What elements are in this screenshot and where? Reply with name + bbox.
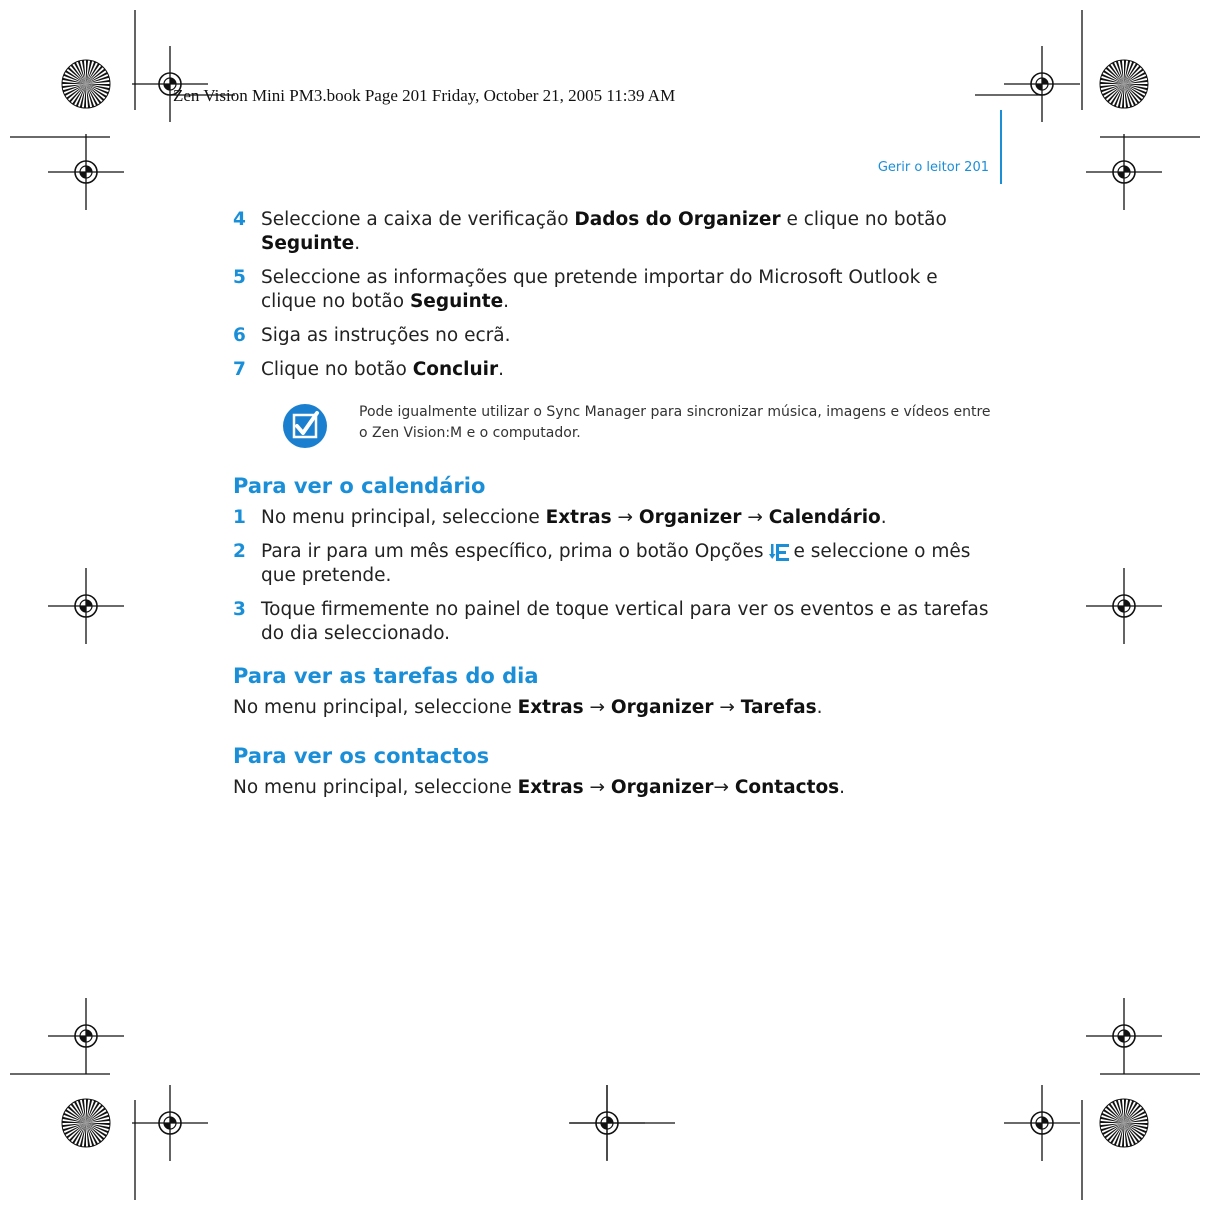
list-item: 5 Seleccione as informações que pretende importar do Microsoft Outlook e clique no botão Seguinte. (233, 267, 938, 312)
running-head: Gerir o leitor 201 (877, 160, 989, 175)
options-icon (768, 542, 790, 562)
section-title-tasks: Para ver as tarefas do dia (233, 664, 539, 688)
section-title-calendar: Para ver o calendário (233, 474, 486, 498)
starburst-icon (62, 60, 110, 108)
contacts-text: No menu principal, seleccione Extras → Organizer→ Contactos. (233, 777, 846, 798)
note-text: Pode igualmente utilizar o Sync Manager para sincronizar música, imagens e vídeos entre o Zen Vision:M e o computador. (359, 404, 991, 441)
header-rule (1000, 110, 1002, 184)
list-item: 6 Siga as instruções no ecrã. (233, 325, 511, 346)
list-item: 4 Seleccione a caixa de verificação Dados do Organizer e clique no botão Seguinte. (233, 209, 947, 254)
checkbox-note-icon (281, 402, 329, 450)
starburst-icon (62, 1099, 110, 1147)
starburst-icon (1100, 60, 1148, 108)
starburst-icon (1100, 1099, 1148, 1147)
calendar-steps (233, 506, 993, 646)
list-item: 3 Toque firmemente no painel de toque vertical para ver os eventos e as tarefas do dia seleccionado. (233, 599, 989, 644)
page-content (233, 208, 993, 824)
list-item: 1 No menu principal, seleccione Extras → Organizer → Calendário. (233, 507, 887, 528)
note-box (281, 402, 993, 450)
list-item: 2 Para ir para um mês específico, prima o botão Opções e seleccione o mês que pretende. (233, 541, 971, 586)
print-slug: Zen Vision Mini PM3.book Page 201 Friday, October 21, 2005 11:39 AM (173, 86, 676, 105)
list-item: 7 Clique no botão Concluir. (233, 359, 505, 380)
steps-list (233, 208, 993, 382)
tasks-text: No menu principal, seleccione Extras → Organizer → Tarefas. (233, 697, 823, 718)
section-title-contacts: Para ver os contactos (233, 744, 490, 768)
